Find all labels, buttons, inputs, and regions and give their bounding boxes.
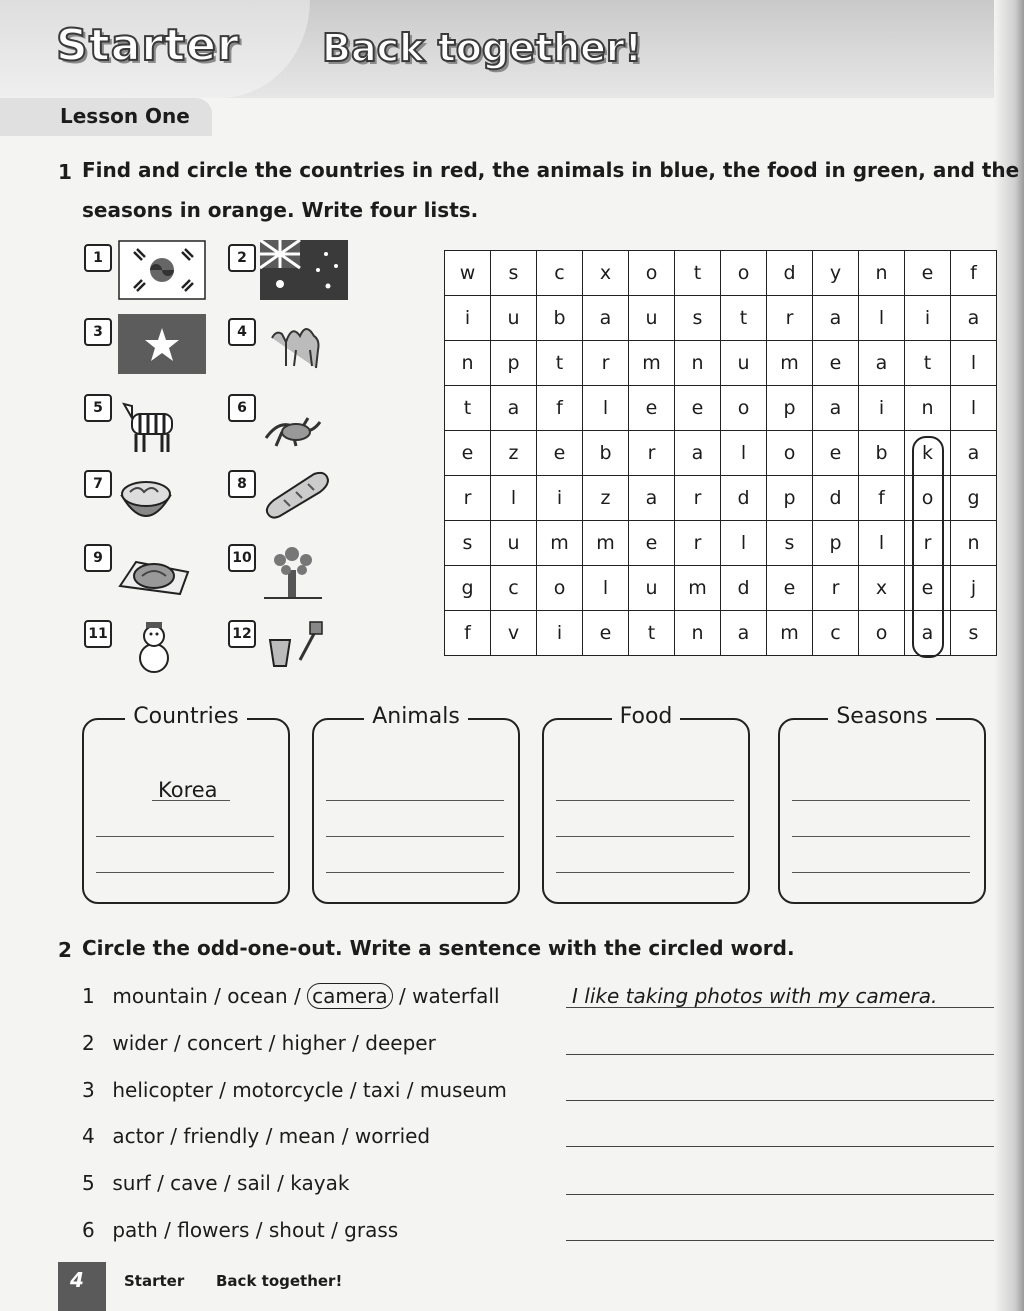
wordsearch-cell[interactable]: e bbox=[905, 566, 951, 611]
wordsearch-cell[interactable]: n bbox=[675, 341, 721, 386]
picture-number: 8 bbox=[228, 470, 256, 498]
item-words: wider / concert / higher / deeper bbox=[112, 1031, 436, 1055]
wordsearch-cell[interactable]: e bbox=[629, 386, 675, 431]
exercise-2-instruction: Circle the odd-one-out. Write a sentence with the circled word. bbox=[82, 936, 795, 960]
odd-one-out-item bbox=[82, 1031, 436, 1055]
picture-number: 9 bbox=[84, 544, 112, 572]
bread-icon bbox=[262, 470, 334, 522]
wordsearch-cell[interactable]: n bbox=[859, 251, 905, 296]
wordsearch-cell[interactable]: m bbox=[675, 566, 721, 611]
answer-line[interactable] bbox=[556, 872, 734, 873]
wordsearch-cell[interactable]: r bbox=[583, 341, 629, 386]
wordsearch-cell[interactable]: l bbox=[721, 521, 767, 566]
wordsearch-cell[interactable]: a bbox=[905, 611, 951, 656]
wordsearch-cell[interactable]: x bbox=[583, 251, 629, 296]
unit-subtitle: Back together! bbox=[322, 26, 642, 70]
wordsearch-row bbox=[445, 296, 997, 341]
wordsearch-cell[interactable]: w bbox=[445, 251, 491, 296]
wordsearch-cell[interactable]: o bbox=[767, 431, 813, 476]
wordsearch-row bbox=[445, 341, 997, 386]
wordsearch-cell[interactable]: a bbox=[491, 386, 537, 431]
wordsearch-cell[interactable]: z bbox=[583, 476, 629, 521]
footer-unit: Starter bbox=[124, 1272, 185, 1290]
example-sentence: I like taking photos with my camera. bbox=[572, 984, 938, 1008]
wordsearch-cell[interactable]: e bbox=[675, 386, 721, 431]
wordsearch-cell[interactable]: s bbox=[675, 296, 721, 341]
wordsearch-cell[interactable]: g bbox=[445, 566, 491, 611]
picture-number: 4 bbox=[228, 318, 256, 346]
bucket-spade-icon bbox=[260, 620, 326, 670]
item-number: 4 bbox=[82, 1124, 95, 1148]
wordsearch-cell[interactable]: d bbox=[721, 476, 767, 521]
wordsearch-cell[interactable]: u bbox=[629, 566, 675, 611]
answer-line[interactable] bbox=[556, 800, 734, 801]
wordsearch-cell[interactable]: e bbox=[537, 431, 583, 476]
wordsearch-cell[interactable]: d bbox=[813, 476, 859, 521]
wordsearch-cell[interactable]: d bbox=[767, 251, 813, 296]
wordsearch-cell[interactable]: b bbox=[859, 431, 905, 476]
wordsearch-cell[interactable]: n bbox=[445, 341, 491, 386]
wordsearch-cell[interactable]: o bbox=[721, 386, 767, 431]
wordsearch-cell[interactable]: i bbox=[537, 476, 583, 521]
wordsearch-cell[interactable]: l bbox=[951, 341, 997, 386]
wordsearch-cell[interactable]: d bbox=[721, 566, 767, 611]
wordsearch-cell[interactable]: m bbox=[537, 521, 583, 566]
wordsearch-cell[interactable]: a bbox=[951, 296, 997, 341]
wordsearch-cell[interactable]: e bbox=[813, 431, 859, 476]
wordsearch-cell[interactable]: b bbox=[537, 296, 583, 341]
wordsearch-cell[interactable]: e bbox=[583, 611, 629, 656]
item-number: 6 bbox=[82, 1218, 95, 1242]
wordsearch-cell[interactable]: p bbox=[767, 386, 813, 431]
answer-line[interactable] bbox=[566, 1100, 994, 1101]
picture-number: 2 bbox=[228, 244, 256, 272]
answer-line[interactable] bbox=[566, 1240, 994, 1241]
wordsearch-cell[interactable]: g bbox=[951, 476, 997, 521]
wordsearch-cell[interactable]: l bbox=[721, 431, 767, 476]
picture-number: 11 bbox=[84, 620, 112, 648]
wordsearch-cell[interactable]: y bbox=[813, 251, 859, 296]
wordsearch-cell[interactable]: l bbox=[859, 296, 905, 341]
wordsearch-cell[interactable]: m bbox=[583, 521, 629, 566]
wordsearch-cell[interactable]: t bbox=[445, 386, 491, 431]
wordsearch-cell[interactable]: s bbox=[445, 521, 491, 566]
exercise-2-number: 2 bbox=[58, 938, 72, 962]
item-number: 5 bbox=[82, 1171, 95, 1195]
picture-number: 5 bbox=[84, 394, 112, 422]
wordsearch-cell[interactable]: p bbox=[813, 521, 859, 566]
answer-line[interactable] bbox=[792, 800, 970, 801]
circled-word: camera bbox=[307, 983, 393, 1009]
answer-line[interactable] bbox=[566, 1007, 994, 1008]
wordsearch-cell[interactable]: s bbox=[951, 611, 997, 656]
wordsearch-cell[interactable]: e bbox=[629, 521, 675, 566]
wordsearch-cell[interactable]: u bbox=[491, 521, 537, 566]
wordsearch-cell[interactable]: l bbox=[583, 386, 629, 431]
lizard-icon bbox=[262, 398, 324, 454]
wordsearch-cell[interactable]: r bbox=[767, 296, 813, 341]
item-number: 2 bbox=[82, 1031, 95, 1055]
wordsearch-row bbox=[445, 251, 997, 296]
page-gutter bbox=[994, 0, 1024, 1311]
item-words: actor / friendly / mean / worried bbox=[112, 1124, 431, 1148]
wordsearch-row bbox=[445, 386, 997, 431]
wordsearch-cell[interactable]: a bbox=[583, 296, 629, 341]
answer-line[interactable] bbox=[566, 1054, 994, 1055]
wordsearch-cell[interactable]: m bbox=[767, 341, 813, 386]
answer-line[interactable] bbox=[792, 836, 970, 837]
countries-example-answer: Korea bbox=[158, 778, 218, 802]
wordsearch-cell[interactable]: s bbox=[767, 521, 813, 566]
odd-one-out-item bbox=[82, 984, 500, 1008]
wordsearch-cell[interactable]: o bbox=[629, 251, 675, 296]
wordsearch-cell[interactable]: r bbox=[813, 566, 859, 611]
wordsearch-cell[interactable]: a bbox=[813, 296, 859, 341]
wordsearch-cell[interactable]: i bbox=[859, 386, 905, 431]
answer-line[interactable] bbox=[326, 836, 504, 837]
answer-line[interactable] bbox=[566, 1194, 994, 1195]
autumn-tree-icon bbox=[260, 544, 326, 602]
vietnam-flag-icon bbox=[118, 314, 206, 374]
wordsearch-cell[interactable]: l bbox=[951, 386, 997, 431]
picture-number: 3 bbox=[84, 318, 112, 346]
wordsearch-cell[interactable]: t bbox=[721, 296, 767, 341]
korea-flag-icon bbox=[118, 240, 206, 300]
exercise-1-number: 1 bbox=[58, 160, 72, 184]
item-words: mountain / ocean / bbox=[112, 984, 301, 1008]
wordsearch-cell[interactable]: u bbox=[491, 296, 537, 341]
wordsearch-cell[interactable]: f bbox=[859, 476, 905, 521]
picture-number: 6 bbox=[228, 394, 256, 422]
wordsearch-cell[interactable]: c bbox=[537, 251, 583, 296]
item-words: path / flowers / shout / grass bbox=[112, 1218, 399, 1242]
unit-title: Starter bbox=[56, 20, 240, 71]
picture-number: 7 bbox=[84, 470, 112, 498]
item-words: helicopter / motorcycle / taxi / museum bbox=[112, 1078, 507, 1102]
wordsearch-cell[interactable]: v bbox=[491, 611, 537, 656]
wordsearch-cell[interactable]: e bbox=[445, 431, 491, 476]
wordsearch-cell[interactable]: a bbox=[721, 611, 767, 656]
wordsearch-cell[interactable]: t bbox=[537, 341, 583, 386]
animals-heading: Animals bbox=[364, 704, 468, 729]
wordsearch-cell[interactable]: b bbox=[583, 431, 629, 476]
snowman-icon bbox=[126, 618, 182, 676]
answer-line[interactable] bbox=[326, 800, 504, 801]
wordsearch-cell[interactable]: i bbox=[905, 296, 951, 341]
answer-line[interactable] bbox=[792, 872, 970, 873]
answer-line[interactable] bbox=[96, 836, 274, 837]
wordsearch-cell[interactable]: m bbox=[629, 341, 675, 386]
wordsearch-cell[interactable]: i bbox=[445, 296, 491, 341]
odd-one-out-item bbox=[82, 1171, 349, 1195]
noodles-icon bbox=[118, 470, 174, 528]
wordsearch-cell[interactable]: f bbox=[445, 611, 491, 656]
wordsearch-cell[interactable]: j bbox=[951, 566, 997, 611]
wordsearch-cell[interactable]: r bbox=[675, 476, 721, 521]
answer-line[interactable] bbox=[326, 872, 504, 873]
food-heading: Food bbox=[612, 704, 681, 729]
wordsearch-cell[interactable]: c bbox=[813, 611, 859, 656]
item-words: surf / cave / sail / kayak bbox=[112, 1171, 350, 1195]
picture-number: 12 bbox=[228, 620, 256, 648]
page-number: 4 bbox=[70, 1268, 84, 1292]
food-list-box bbox=[542, 704, 750, 904]
meat-icon bbox=[116, 546, 192, 602]
picture-number: 1 bbox=[84, 244, 112, 272]
countries-heading: Countries bbox=[125, 704, 247, 729]
wordsearch-cell[interactable]: t bbox=[675, 251, 721, 296]
seasons-list-box bbox=[778, 704, 986, 904]
wordsearch-cell[interactable]: u bbox=[721, 341, 767, 386]
australia-flag-icon bbox=[260, 240, 348, 300]
wordsearch-cell[interactable]: l bbox=[491, 476, 537, 521]
wordsearch-cell[interactable]: o bbox=[905, 476, 951, 521]
wordsearch-cell[interactable]: u bbox=[629, 296, 675, 341]
wordsearch-cell[interactable]: r bbox=[675, 521, 721, 566]
answer-line[interactable] bbox=[152, 800, 230, 801]
wordsearch-cell[interactable]: k bbox=[905, 431, 951, 476]
wordsearch-cell[interactable]: l bbox=[859, 521, 905, 566]
picture-number: 10 bbox=[228, 544, 256, 572]
wordsearch-cell[interactable]: n bbox=[951, 521, 997, 566]
wordsearch-cell[interactable]: a bbox=[629, 476, 675, 521]
wordsearch-cell[interactable]: x bbox=[859, 566, 905, 611]
wordsearch-cell[interactable]: o bbox=[859, 611, 905, 656]
lesson-label: Lesson One bbox=[60, 104, 190, 128]
odd-one-out-item bbox=[82, 1218, 398, 1242]
wordsearch-cell[interactable]: o bbox=[721, 251, 767, 296]
animals-list-box bbox=[312, 704, 520, 904]
wordsearch-cell[interactable]: r bbox=[445, 476, 491, 521]
odd-one-out-item bbox=[82, 1078, 507, 1102]
wordsearch-cell[interactable]: p bbox=[767, 476, 813, 521]
wordsearch-cell[interactable]: a bbox=[951, 431, 997, 476]
wordsearch-cell[interactable]: r bbox=[905, 521, 951, 566]
item-number: 3 bbox=[82, 1078, 95, 1102]
wordsearch-cell[interactable]: a bbox=[813, 386, 859, 431]
wordsearch-cell[interactable]: e bbox=[813, 341, 859, 386]
wordsearch-cell[interactable]: n bbox=[905, 386, 951, 431]
wordsearch-cell[interactable]: i bbox=[537, 611, 583, 656]
wordsearch-cell[interactable]: f bbox=[537, 386, 583, 431]
wordsearch-cell[interactable]: a bbox=[675, 431, 721, 476]
zebra-icon bbox=[118, 396, 182, 454]
countries-list-box bbox=[82, 704, 290, 904]
wordsearch-cell[interactable]: m bbox=[767, 611, 813, 656]
wordsearch-cell[interactable]: t bbox=[905, 341, 951, 386]
camel-icon bbox=[266, 316, 328, 372]
answer-line[interactable] bbox=[566, 1146, 994, 1147]
wordsearch-cell[interactable]: p bbox=[491, 341, 537, 386]
wordsearch-cell[interactable]: f bbox=[951, 251, 997, 296]
wordsearch-cell[interactable]: z bbox=[491, 431, 537, 476]
example-word-circle bbox=[912, 436, 944, 658]
wordsearch-cell[interactable]: o bbox=[537, 566, 583, 611]
odd-one-out-item bbox=[82, 1124, 430, 1148]
answer-line[interactable] bbox=[556, 836, 734, 837]
footer-unit-title: Back together! bbox=[216, 1272, 343, 1290]
wordsearch-cell[interactable]: s bbox=[491, 251, 537, 296]
wordsearch-cell[interactable]: r bbox=[629, 431, 675, 476]
exercise-1-instruction-line1: Find and circle the countries in red, the animals in blue, the food in green, and the bbox=[82, 158, 1020, 182]
item-words: / waterfall bbox=[399, 984, 500, 1008]
wordsearch-cell[interactable]: e bbox=[767, 566, 813, 611]
wordsearch-cell[interactable]: l bbox=[583, 566, 629, 611]
wordsearch-cell[interactable]: n bbox=[675, 611, 721, 656]
wordsearch-cell[interactable]: c bbox=[491, 566, 537, 611]
answer-line[interactable] bbox=[96, 872, 274, 873]
exercise-1-instruction-line2: seasons in orange. Write four lists. bbox=[82, 198, 479, 222]
wordsearch-cell[interactable]: t bbox=[629, 611, 675, 656]
item-number: 1 bbox=[82, 984, 95, 1008]
wordsearch-cell[interactable]: a bbox=[859, 341, 905, 386]
seasons-heading: Seasons bbox=[828, 704, 935, 729]
wordsearch-cell[interactable]: e bbox=[905, 251, 951, 296]
